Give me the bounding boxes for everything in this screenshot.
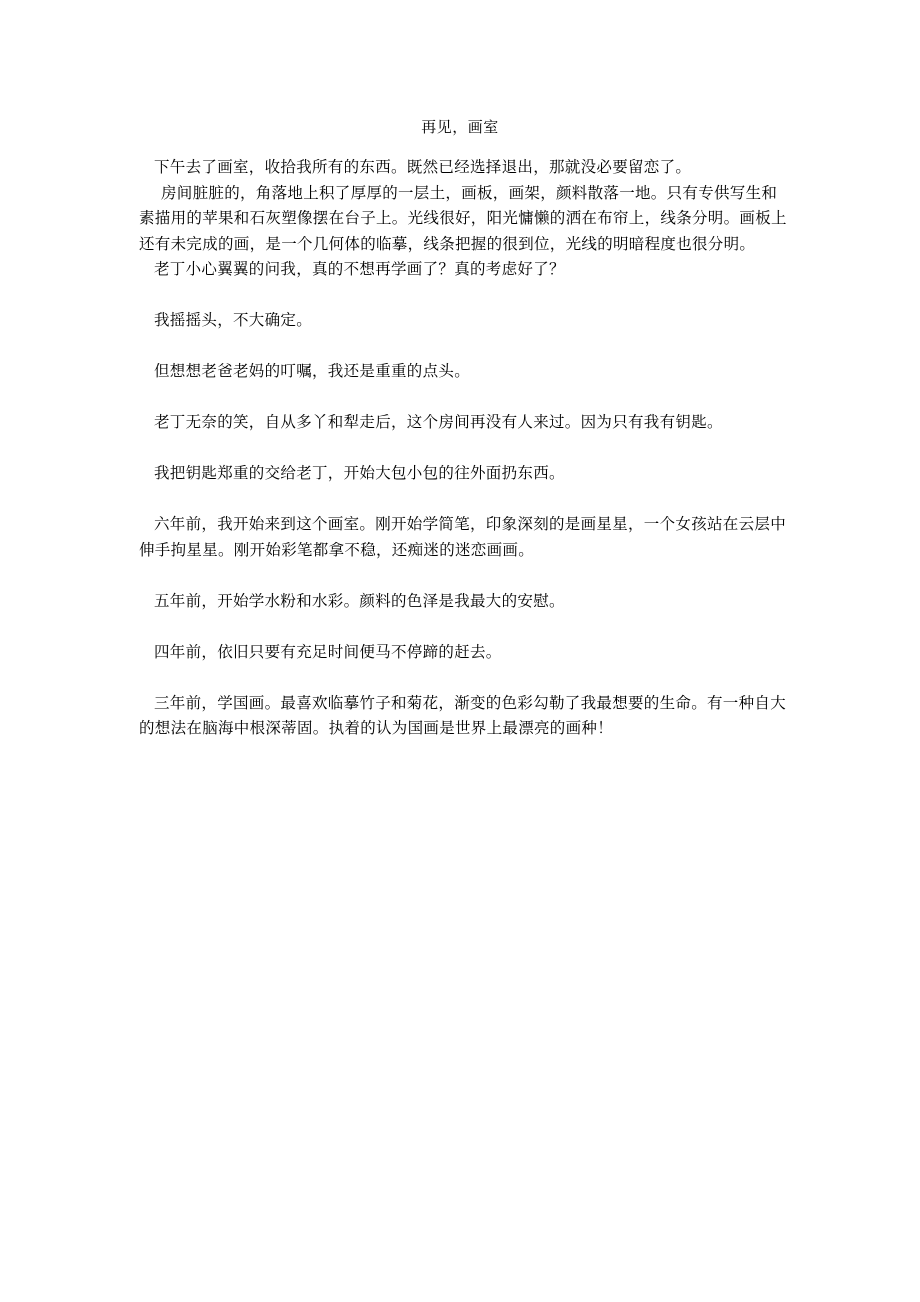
paragraph-5: 但想想老爸老妈的叮嘱，我还是重重的点头。 [154,362,471,380]
paragraph-2: 房间脏脏的，角落地上积了厚厚的一层土，画板，画架，颜料散落一地。只有专供写生和素描用的苹果和石灰塑像摆在台子上。光线很好，阳光慵懒的洒在布帘上，线条分明。画板上还有未完成的画，是一个几何体的临摹，线条把握的很到位，光线的明暗程度也很分明。 [139,183,787,253]
document-title: 再见，画室 [421,118,499,136]
paragraph-7: 我把钥匙郑重的交给老丁，开始大包小包的往外面扔东西。 [154,464,565,482]
paragraph-11: 三年前，学国画。最喜欢临摹竹子和菊花，渐变的色彩勾勒了我最想要的生命。有一种自大的想法在脑海中根深蒂固。执着的认为国画是世界上最漂亮的画种！ [139,693,787,737]
paragraph-1: 下午去了画室，收拾我所有的东西。既然已经选择退出，那就没必要留恋了。 [154,158,692,176]
paragraph-9: 五年前，开始学水粉和水彩。颜料的色泽是我最大的安慰。 [154,591,565,610]
paragraph-10: 四年前，依旧只要有充足时间便马不停蹄的赶去。 [154,642,502,661]
paragraph-4: 我摇摇头，不大确定。 [154,311,313,329]
paragraph-3: 老丁小心翼翼的问我，真的不想再学画了？真的考虑好了？ [154,260,565,278]
paragraph-8: 六年前，我开始来到这个画室。刚开始学简笔，印象深刻的是画星星，一个女孩站在云层中伸手拘星星。刚开始彩笔都拿不稳，还痴迷的迷恋画画。 [139,515,787,559]
document-body [139,155,789,742]
paragraph-6: 老丁无奈的笑，自从多丫和犁走后，这个房间再没有人来过。因为只有我有钥匙。 [154,413,723,431]
